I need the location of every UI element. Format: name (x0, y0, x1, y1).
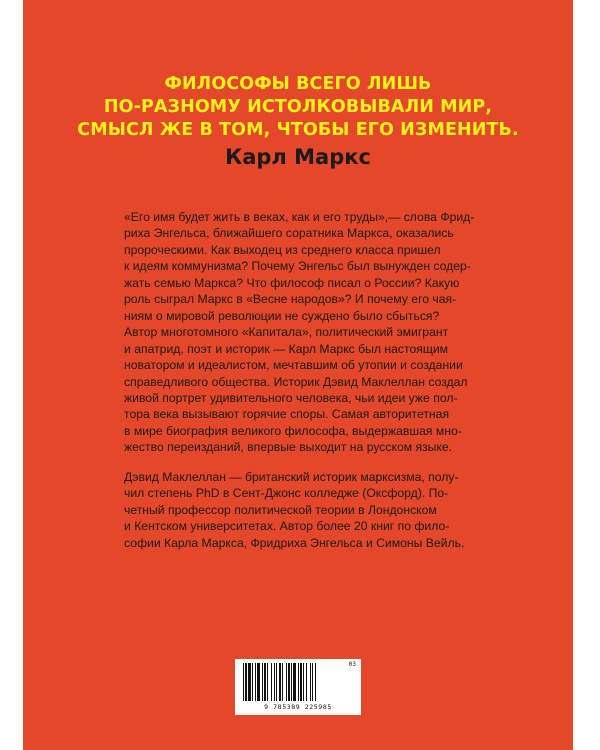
barcode-bar (293, 663, 296, 701)
barcode-bar (288, 663, 290, 701)
description-line: и апатрид, поэт и историк — Карл Маркс был настоящим (124, 341, 449, 356)
barcode-bar (276, 663, 277, 701)
description-line: жество переизданий, впервые выходит на русском языке. (124, 440, 453, 455)
back-cover (23, 0, 573, 750)
barcode-bar (248, 663, 251, 701)
barcode-bar (282, 663, 283, 701)
barcode-bar (252, 663, 253, 701)
barcode-bar (286, 663, 287, 701)
marx-quote (23, 73, 573, 142)
isbn-barcode (235, 659, 361, 715)
bio-line: и Кентском университетах. Автор более 20 книг по фило- (124, 519, 450, 534)
book-description (124, 209, 475, 456)
barcode-bar (315, 663, 316, 701)
quote-line: СМЫСЛ ЖЕ В ТОМ, ЧТОБЫ ЕГО ИЗМЕНИТЬ. (77, 120, 519, 140)
description-line: в мире биография великого философа, выдержавшая мно- (124, 423, 462, 438)
description-line: пророческими. Как выходец из среднего класса пришел (124, 242, 441, 257)
barcode-bar (298, 663, 299, 701)
bio-line: чил степень PhD в Сент-Джонс колледже (Оксфорд). По- (124, 486, 449, 501)
description-line: роль сыграл Маркс в «Весне народов»? И почему его чая- (124, 292, 457, 307)
barcode-bar (306, 663, 307, 701)
description-line: к идеям коммунизма? Почему Энгельс был вынужден содер- (124, 259, 471, 274)
barcode-bar (274, 663, 275, 701)
barcode-bar (264, 663, 266, 701)
author-bio (124, 469, 463, 551)
bio-line: софии Карла Маркса, Фридриха Энгельса и Симоны Вейль. (124, 535, 465, 550)
bio-line: Дэвид Маклеллан — британский историк марксизма, полу- (124, 470, 459, 484)
description-line: живой портрет удивительного человека, чьи идеи уже пол- (124, 390, 458, 405)
description-line: «Его имя будет жить в веках, как и его труды»,— слова Фрид- (124, 210, 475, 224)
barcode-bar (257, 663, 260, 701)
barcode-bars (241, 663, 355, 703)
quote-author: Карл Маркс (225, 145, 371, 169)
barcode-bar (312, 663, 313, 701)
description-line: новатором и идеалистом, мечтавшим об утопии и создании (124, 358, 463, 373)
barcode-bar (303, 663, 304, 701)
quote-line: ПО-РАЗНОМУ ИСТОЛКОВЫВАЛИ МИР, (103, 97, 493, 117)
description-line: риха Энгельса, ближайшего соратника Маркса, оказались (124, 226, 454, 241)
barcode-bar (262, 663, 263, 701)
barcode-digits: 9 785389 225985 (264, 703, 332, 711)
description-line: жать семью Маркса? Что философ писал о России? Какую (124, 275, 460, 290)
barcode-bar (279, 663, 281, 701)
description-line: справедливого общества. Историк Дэвид Маклеллан создал (124, 374, 468, 389)
bio-line: четный профессор политической теории в Лондонском (124, 502, 437, 517)
description-line: тора века вызывают горячие споры. Самая авторитетная (124, 407, 450, 422)
barcode-addon-digits: 03 (348, 661, 356, 668)
barcode-bar (271, 663, 272, 701)
barcode-bar (243, 663, 244, 701)
description-line: ниям о мировой революции не суждено было сбыться? (124, 308, 440, 323)
barcode-bar (300, 663, 302, 701)
barcode-bar (255, 663, 256, 701)
barcode-bar (310, 663, 311, 701)
barcode-bar (267, 663, 268, 701)
barcode-bar (245, 663, 247, 701)
quote-line: ФИЛОСОФЫ ВСЕГО ЛИШЬ (164, 74, 432, 94)
description-line: Автор многотомного «Капитала», политический эмигрант (124, 325, 449, 340)
barcode-bar (291, 663, 292, 701)
